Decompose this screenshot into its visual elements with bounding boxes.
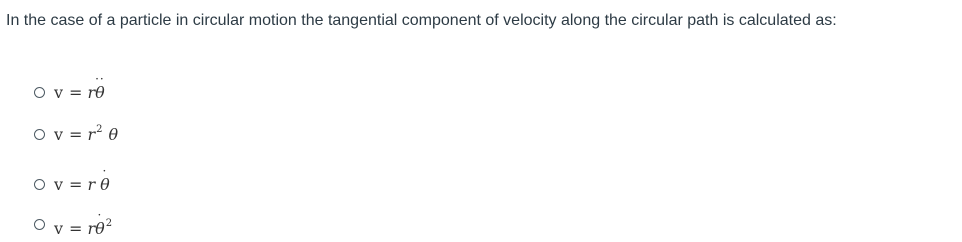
equals-sign: =	[69, 218, 83, 238]
dot-accent: ·	[102, 163, 108, 178]
radio-button[interactable]	[34, 87, 45, 98]
radio-button[interactable]	[34, 179, 45, 190]
velocity-symbol: v	[54, 82, 64, 102]
theta-symbol: θ ··	[95, 71, 105, 102]
answer-option-3[interactable]	[34, 163, 110, 198]
answer-option-4[interactable]	[34, 207, 113, 242]
answer-formula	[54, 71, 105, 102]
equals-sign: =	[69, 82, 83, 102]
dot-accent: ·	[97, 207, 103, 222]
theta-symbol: θ	[108, 124, 119, 144]
equals-sign: =	[69, 174, 83, 194]
double-dot-accent: ··	[95, 71, 105, 86]
exponent: 2	[105, 217, 113, 229]
answer-option-2[interactable]	[34, 120, 118, 148]
theta-symbol: θ ·	[100, 163, 110, 194]
answer-formula	[54, 207, 113, 238]
answer-formula	[54, 163, 110, 194]
theta-symbol: θ ·	[95, 207, 105, 238]
question-text: In the case of a particle in circular motion the tangential component of velocity along the circular path is calculated as:	[6, 12, 837, 29]
radius-symbol: r	[87, 218, 96, 238]
radio-button[interactable]	[34, 219, 45, 230]
radius-symbol: r	[87, 174, 96, 194]
answer-formula	[54, 125, 118, 144]
exponent: 2	[96, 123, 103, 135]
velocity-symbol: v	[54, 218, 64, 238]
radius-symbol: r	[87, 82, 96, 102]
velocity-symbol: v	[54, 174, 64, 194]
velocity-symbol: v	[54, 124, 64, 144]
answer-option-1[interactable]	[34, 71, 105, 106]
radius-symbol: r	[87, 124, 96, 144]
equals-sign: =	[69, 124, 83, 144]
radio-button[interactable]	[34, 129, 45, 140]
